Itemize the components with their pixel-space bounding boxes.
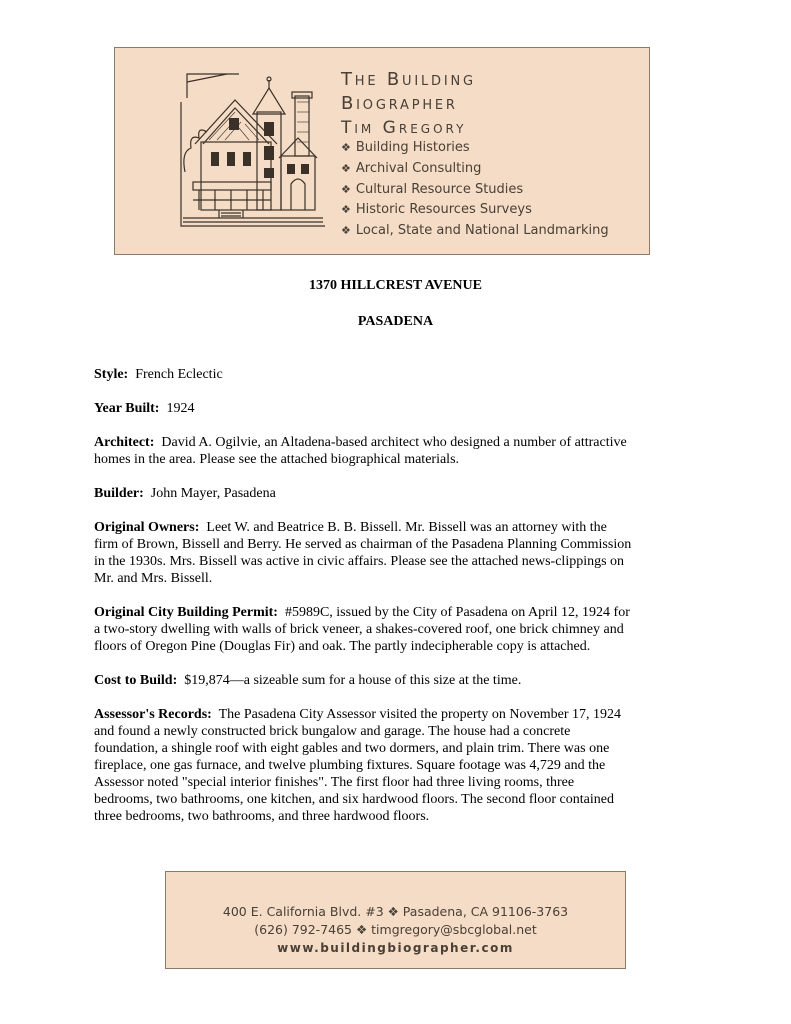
architect-section: Architect: David A. Ogilvie, an Altadena-based architect who designed a number of attractive homes in the area. Please see the attached biographical materials.: [94, 435, 627, 467]
diamond-bullet-icon: ❖: [341, 203, 351, 217]
diamond-bullet-icon: ❖: [341, 224, 351, 238]
footer-address: 400 E. California Blvd. #3 ❖ Pasadena, CA 91106-3763: [222, 904, 569, 919]
footer-contact: [165, 871, 626, 969]
victorian-house-sketch-icon: [179, 72, 327, 228]
service-item: ❖ Cultural Resource Studies: [341, 181, 524, 197]
section-label: Assessor's Records:: [94, 707, 212, 722]
brand-name: Tim Gregory: [341, 118, 467, 138]
address-city: PASADENA: [357, 314, 434, 329]
section-label: Original Owners:: [94, 520, 200, 535]
building-details: [94, 366, 706, 842]
assessors-records-section: Assessor's Records: The Pasadena City Assessor visited the property on November 17, 1924 and found a newly constructed brick bungalow and garage. The house had a concrete foundation, a shingle roof with eight gables and two dormers, and plain trim. There was one fireplace, one gas furnace, and twelve plumbing fixtures. Square footage was 4,729 and the Assessor noted "special interior finishes". The first floor had three living rooms, three bedrooms, two bathrooms, one kitchen, and six hardwood floors. The second floor contained three bedrooms, two bathrooms, and three hardwood floors.: [94, 707, 622, 824]
brand-line-1: The Building: [341, 69, 476, 90]
services-list: [341, 138, 609, 242]
letterhead: [114, 47, 650, 255]
building-permit-section: Original City Building Permit: #5989C, issued by the City of Pasadena on April 12, 1924 for a two-story dwelling with walls of brick veneer, a shakes-covered roof, one brick chimney and floors of Oregon Pine (Douglas Fir) and oak. The partly indecipherable copy is attached.: [94, 605, 630, 654]
service-item: ❖ Building Histories: [341, 140, 470, 155]
section-label: Architect:: [94, 435, 155, 450]
builder-section: Builder: John Mayer, Pasadena: [94, 486, 276, 501]
style-section: Style: French Eclectic: [94, 367, 223, 382]
diamond-bullet-icon: ❖: [341, 182, 351, 196]
service-item: ❖ Local, State and National Landmarking: [341, 223, 609, 239]
year-built-section: Year Built: 1924: [94, 401, 195, 416]
footer-website-link[interactable]: www.buildingbiographer.com: [277, 941, 514, 955]
section-label: Builder:: [94, 486, 144, 501]
section-label: Original City Building Permit:: [94, 605, 278, 620]
address-street: 1370 HILLCREST AVENUE: [309, 278, 482, 293]
brand-line-2: Biographer: [341, 93, 458, 114]
service-item: ❖ Archival Consulting: [341, 160, 482, 176]
footer-phone-email: (626) 792-7465 ❖ timgregory@sbcglobal.net: [254, 922, 537, 937]
original-owners-section: Original Owners: Leet W. and Beatrice B. B. Bissell. Mr. Bissell was an attorney with the firm of Brown, Bissell and Berry. He served as chairman of the Pasadena Planning Commission in the 1930s. Mrs. Bissell was active in civic affairs. Please see the attached news-clippings on Mr. and Mrs. Bissell.: [94, 520, 632, 586]
section-label: Year Built:: [94, 401, 160, 416]
section-label: Style:: [94, 367, 129, 382]
section-label: Cost to Build:: [94, 673, 178, 688]
service-item: ❖ Historic Resources Surveys: [341, 202, 532, 218]
brand-block: [341, 68, 476, 140]
diamond-bullet-icon: ❖: [341, 141, 351, 154]
cost-to-build-section: Cost to Build: $19,874—a sizeable sum for a house of this size at the time.: [94, 673, 522, 688]
diamond-bullet-icon: ❖: [341, 161, 351, 175]
